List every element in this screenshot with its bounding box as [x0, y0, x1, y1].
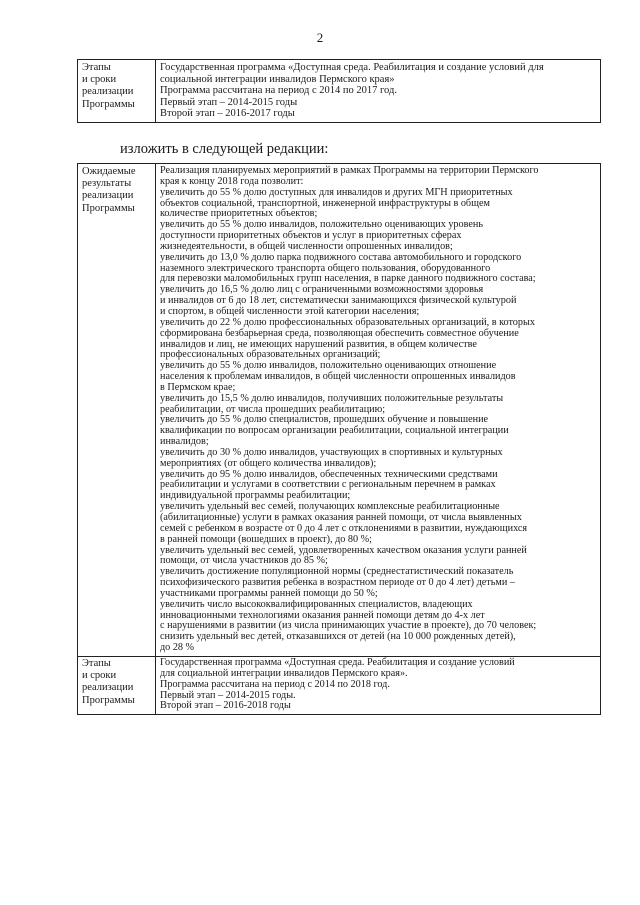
results-line: и спортом, в общей численности этой категории населения; — [160, 305, 420, 317]
results-line: увеличить до 22 % долю профессиональных образовательных организаций, в которых — [160, 316, 535, 328]
stages-label-cell — [78, 656, 156, 714]
results-label-cell — [78, 164, 156, 657]
label-line: Этапы — [82, 62, 111, 73]
results-line: населения к проблемам инвалидов, в общей численности опрошенных инвалидов — [160, 371, 516, 383]
content-line: Первый этап – 2014-2015 годы — [160, 96, 298, 108]
results-line: (абилитационные) услуги в рамках оказания ранней помощи, от числа выявленных — [160, 512, 522, 523]
content-line: Второй этап – 2016-2017 годы — [160, 108, 295, 119]
results-line: мероприятиях (от общего количества инвалидов); — [160, 457, 377, 469]
stages-table-old — [77, 59, 601, 123]
new-edition-table — [77, 163, 601, 715]
content-line: социальной интеграции инвалидов Пермского края» — [160, 73, 395, 85]
results-line: в Пермском крае; — [160, 381, 236, 393]
table-row — [78, 656, 601, 714]
results-line: помощи, от числа участников до 85 %; — [160, 555, 328, 567]
content-line: Государственная программа «Доступная среда. Реабилитация и создание условий для — [160, 62, 544, 73]
table-row — [78, 164, 601, 657]
results-line: профессиональных образовательных организаций; — [160, 349, 381, 361]
results-line: увеличить до 55 % долю инвалидов, положительно оценивающих уровень — [160, 219, 483, 231]
results-line: в ранней помощи (вошедших в проект), до 80 %; — [160, 533, 372, 545]
label-line: Программы — [82, 98, 135, 110]
stages-line: Второй этап – 2016-2018 годы — [160, 700, 291, 712]
stages-line: Программа рассчитана на период с 2014 по 2018 год. — [160, 678, 390, 690]
stages-line: Государственная программа «Доступная среда. Реабилитация и создание условий — [160, 656, 515, 668]
results-line: увеличить до 55 % долю специалистов, прошедших обучение и повышение — [160, 414, 489, 426]
table-row — [78, 60, 601, 123]
label-line: реализации — [82, 190, 134, 202]
label-line: результаты — [82, 178, 132, 190]
label-line: и сроки — [82, 670, 117, 682]
label-line: Программы — [82, 202, 135, 214]
results-line: индивидуальной программы реабилитации; — [160, 490, 351, 502]
results-line: до 28 % — [160, 642, 195, 654]
results-line: квалификации по вопросам организации реабилитации, социальной интеграции — [160, 425, 509, 437]
label-line: и сроки — [82, 74, 117, 86]
results-line: инвалидов; — [160, 436, 209, 448]
results-line: увеличить до 15,5 % долю инвалидов, получивших положительные результаты — [160, 392, 504, 404]
results-line: инвалидов и лиц, не имеющих нарушений развития, в общем количестве — [160, 338, 477, 350]
results-line: увеличить до 55 % долю доступных для инвалидов и других МГН приоритетных — [160, 186, 513, 198]
label-line: Ожидаемые — [82, 166, 136, 177]
stages-line: Первый этап – 2014-2015 годы. — [160, 689, 296, 701]
results-line: инновационными технологиями оказания ранней помощи детям до 4-х лет — [160, 609, 485, 621]
results-line: доступности приоритетных объектов и услуг в приоритетных сферах — [160, 230, 462, 242]
label-line: реализации — [82, 682, 134, 694]
section-heading: изложить в следующей редакции: — [120, 141, 329, 157]
results-line: наземного электрического транспорта общего пользования, оборудованного — [160, 262, 491, 274]
page-number: 2 — [316, 30, 324, 45]
results-line: объектов социальной, транспортной, инженерной инфраструктуры в общем — [160, 197, 490, 209]
results-line: сформирована безбарьерная среда, позволяющая обеспечить совместное обучение — [160, 327, 519, 339]
results-line: семей с ребенком в возрасте от 0 до 4 лет с отклонениями в развитии, нуждающихся — [160, 522, 528, 534]
stages-content-cell — [156, 60, 601, 123]
label-line: Программы — [82, 694, 135, 706]
results-line: участниками программы ранней помощи до 50 %; — [160, 587, 378, 599]
results-line: и инвалидов от 6 до 18 лет, систематически занимающихся физической культурой — [160, 295, 517, 307]
results-line: снизить удельный вес детей, отказавшихся от детей (на 10 000 рожденных детей), — [160, 631, 516, 643]
stages-content-cell — [156, 656, 601, 714]
results-line: увеличить до 16,5 % долю лиц с ограниченными возможностями здоровья — [160, 284, 484, 296]
label-line: Этапы — [82, 657, 111, 669]
results-line: увеличить до 13,0 % долю парка подвижного состава автомобильного и городского — [160, 251, 522, 263]
results-line: увеличить до 95 % долю инвалидов, обеспеченных техническими средствами — [160, 468, 498, 480]
results-line: реабилитации и услугами в соответствии с региональным перечнем в рамках — [160, 479, 496, 491]
results-line: увеличить удельный вес семей, удовлетворенных качеством оказания услуги ранней — [160, 544, 527, 556]
results-line: психофизического развития ребенка в возрастном периоде от 0 до 4 лет) детьми – — [160, 577, 515, 589]
results-content-cell — [156, 164, 601, 657]
stages-line: для социальной интеграции инвалидов Пермского края». — [160, 667, 408, 679]
results-line: реабилитации, от числа прошедших реабилитацию; — [160, 403, 386, 415]
results-line: края к концу 2018 года позволит: — [160, 175, 304, 187]
results-line: увеличить до 30 % долю инвалидов, участвующих в спортивных и культурных — [160, 446, 503, 458]
results-line: жизнедеятельности, в общей численности опрошенных инвалидов; — [160, 240, 453, 252]
results-line: увеличить достижение популяционной нормы (среднестатистический показатель — [160, 566, 514, 578]
results-line: увеличить до 55 % долю инвалидов, положительно оценивающих отношение — [160, 360, 497, 372]
content-line: Программа рассчитана на период с 2014 по 2017 год. — [160, 85, 397, 96]
results-line: увеличить число высококвалифицированных специалистов, владеющих — [160, 598, 473, 610]
results-line: Реализация планируемых мероприятий в рамках Программы на территории Пермского — [160, 165, 539, 176]
label-line: реализации — [82, 86, 134, 98]
stages-label-cell — [78, 60, 156, 123]
results-line: увеличить удельный вес семей, получающих комплексные реабилитационные — [160, 501, 500, 513]
results-line: с нарушениями в развитии (из числа принимающих участие в проекте), до 70 человек; — [160, 620, 537, 632]
results-line: количестве приоритетных объектов; — [160, 208, 318, 220]
results-line: для перевозки маломобильных групп населения, в парке данного подвижного состава; — [160, 273, 536, 285]
